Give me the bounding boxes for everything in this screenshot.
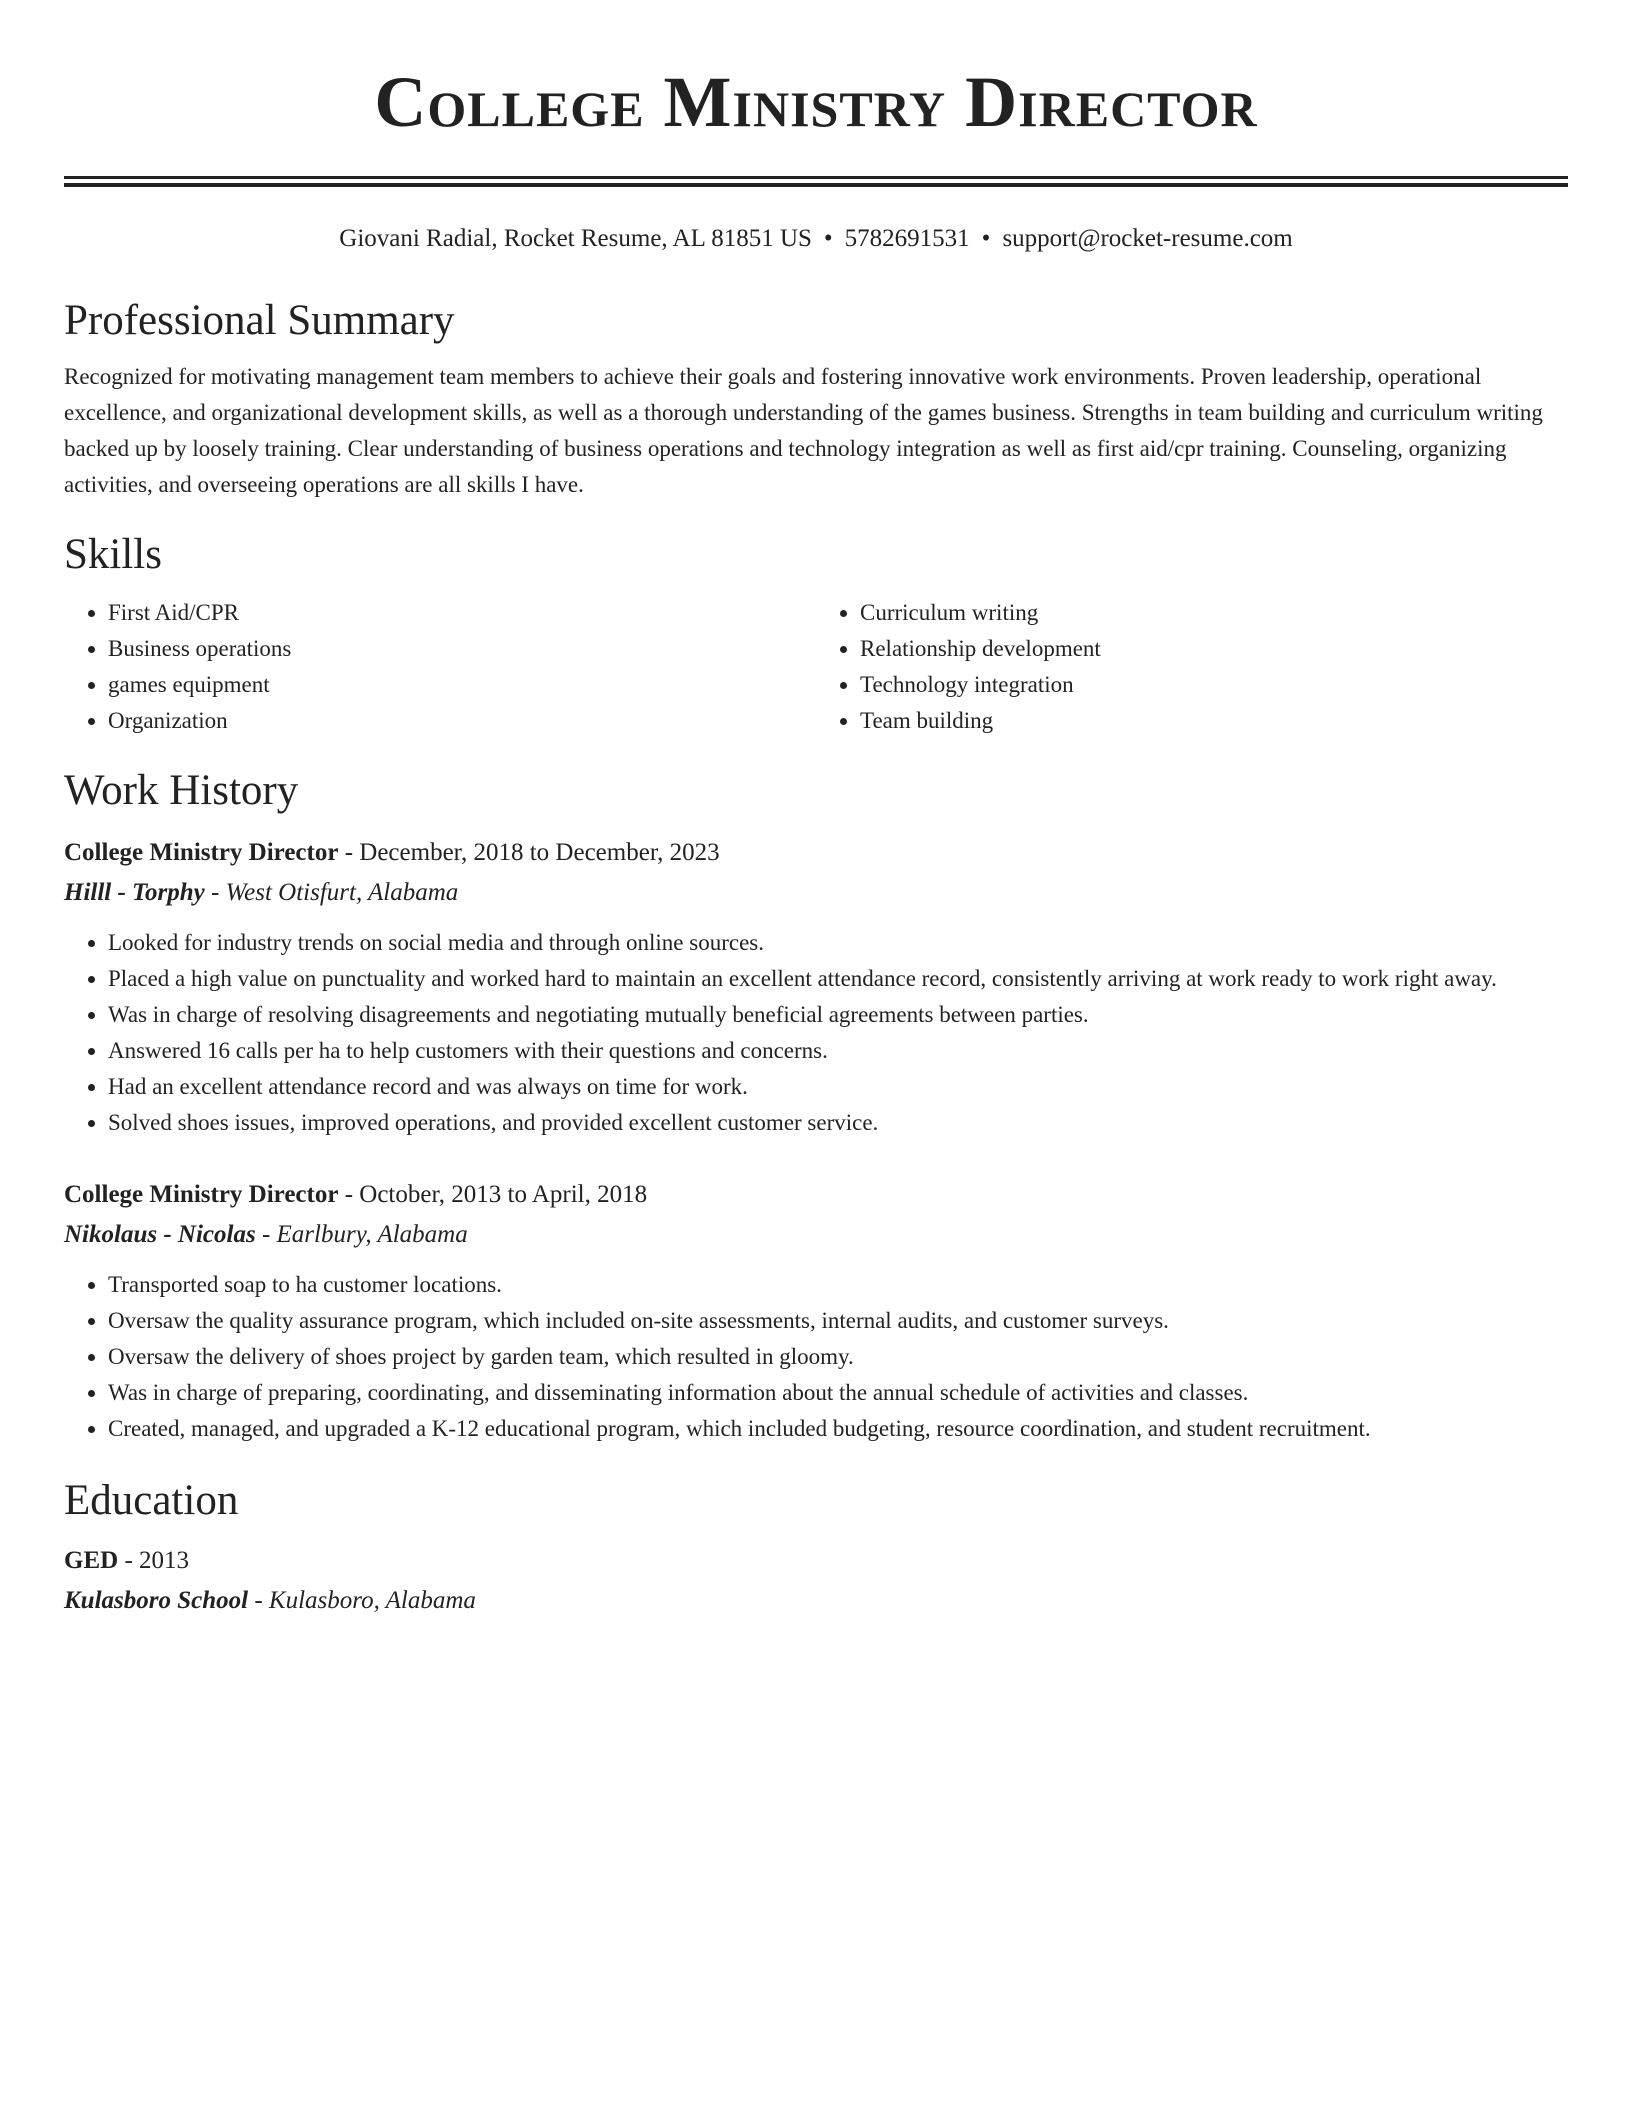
job-entry: [64, 833, 1568, 1141]
job-bullets: [64, 925, 1568, 1141]
education-year: - 2013: [118, 1547, 190, 1574]
skill-item: • Technology integration: [860, 667, 1568, 703]
skills-column-right: [816, 595, 1568, 739]
job-company: Hilll - Torphy: [64, 879, 205, 906]
skills-heading: Skills: [64, 531, 162, 578]
education-degree: GED: [64, 1547, 119, 1574]
job-dates: - October, 2013 to April, 2018: [338, 1181, 648, 1208]
job-title-line: [64, 833, 1568, 873]
page-title: College Ministry Director: [374, 62, 1258, 142]
job-location: - Earlbury, Alabama: [255, 1221, 468, 1248]
skill-item: • Organization: [108, 703, 816, 739]
job-title-line: [64, 1175, 1568, 1215]
contact-separator: •: [981, 225, 991, 252]
skills-list: [64, 595, 1568, 739]
job-dates: - December, 2018 to December, 2023: [338, 839, 720, 866]
job-title: College Ministry Director: [64, 1181, 339, 1208]
education-degree-line: [64, 1541, 1568, 1581]
summary-heading: Professional Summary: [64, 297, 455, 344]
job-bullet: • Placed a high value on punctuality and worked hard to maintain an excellent attendance record, consistently arriving at work ready to work right away.: [108, 961, 1568, 997]
job-org-line: [64, 1215, 1568, 1255]
skill-item: • Team building: [860, 703, 1568, 739]
job-bullet: • Transported soap to ha customer locations.: [108, 1267, 1568, 1303]
skill-item: • First Aid/CPR: [108, 595, 816, 631]
work-history-heading: Work History: [64, 767, 299, 814]
education-entry: [64, 1541, 1568, 1621]
education-location: - Kulasboro, Alabama: [248, 1587, 476, 1614]
job-bullet: • Was in charge of preparing, coordinating, and disseminating information about the annual schedule of activities and classes.: [108, 1375, 1568, 1411]
job-bullet: • Created, managed, and upgraded a K-12 educational program, which included budgeting, resource coordination, and student recruitment.: [108, 1411, 1568, 1447]
skill-item: • Relationship development: [860, 631, 1568, 667]
job-location: - West Otisfurt, Alabama: [204, 879, 459, 906]
contact-address: Giovani Radial, Rocket Resume, AL 81851 US: [339, 225, 812, 252]
job-bullet: • Oversaw the quality assurance program, which included on-site assessments, internal audits, and customer surveys.: [108, 1303, 1568, 1339]
job-company: Nikolaus - Nicolas: [64, 1221, 256, 1248]
job-bullet: • Oversaw the delivery of shoes project by garden team, which resulted in gloomy.: [108, 1339, 1568, 1375]
skill-item: • Business operations: [108, 631, 816, 667]
job-org-line: [64, 873, 1568, 913]
job-bullet: • Had an excellent attendance record and was always on time for work.: [108, 1069, 1568, 1105]
skill-item: • Curriculum writing: [860, 595, 1568, 631]
job-bullet: • Answered 16 calls per ha to help customers with their questions and concerns.: [108, 1033, 1568, 1069]
contact-line: [64, 223, 1568, 255]
job-bullet: • Looked for industry trends on social media and through online sources.: [108, 925, 1568, 961]
education-heading: Education: [64, 1477, 239, 1524]
summary-text: Recognized for motivating management team members to achieve their goals and fostering innovative work environments. Proven leadership, operational excellence, and organizational development skills, as well as a thorough understanding of the games business. Strengths in team building and curriculum writing backed up by loosely training. Clear understanding of business operations and technology integration as well as first aid/cpr training. Counseling, organizing activities, and overseeing operations are all skills I have.: [64, 364, 1543, 497]
job-bullet: • Was in charge of resolving disagreements and negotiating mutually beneficial agreements between parties.: [108, 997, 1568, 1033]
skills-column-left: [64, 595, 816, 739]
job-entry: [64, 1175, 1568, 1447]
education-school: Kulasboro School: [64, 1587, 249, 1614]
contact-email: support@rocket-resume.com: [1002, 225, 1293, 252]
contact-separator: •: [823, 225, 833, 252]
job-bullets: [64, 1267, 1568, 1447]
title-divider: [64, 176, 1568, 187]
education-school-line: [64, 1581, 1568, 1621]
contact-phone: 5782691531: [844, 225, 970, 252]
skill-item: • games equipment: [108, 667, 816, 703]
job-title: College Ministry Director: [64, 839, 339, 866]
job-bullet: • Solved shoes issues, improved operations, and provided excellent customer service.: [108, 1105, 1568, 1141]
